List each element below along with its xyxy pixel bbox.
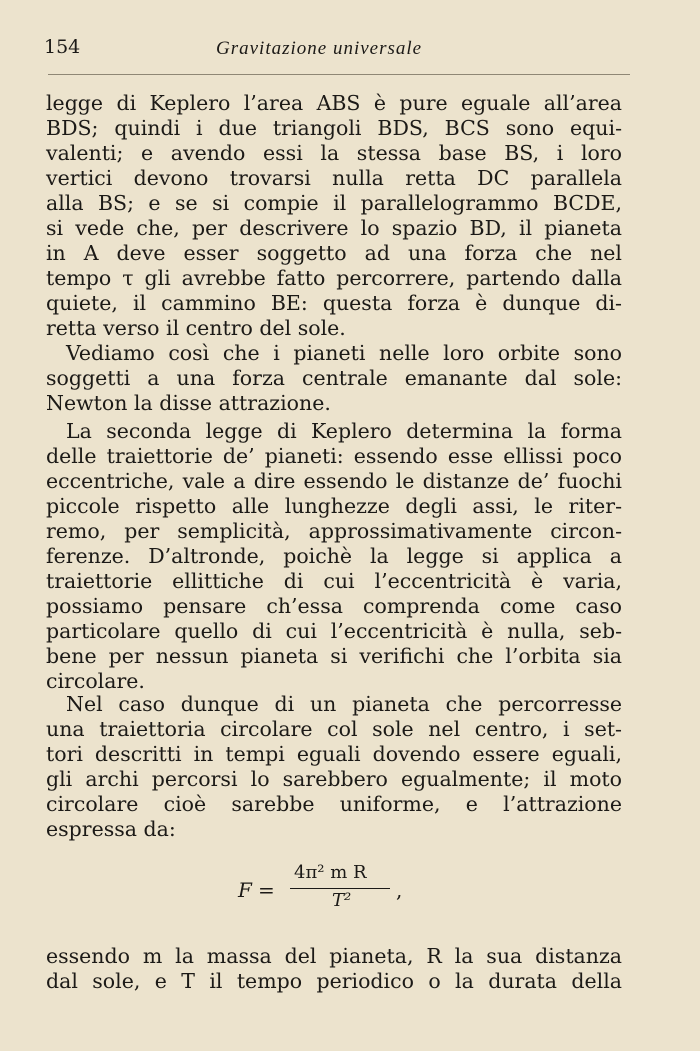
text-line: piccole rispetto alle lunghezze degli assi, le riter- [46, 494, 622, 518]
text-line: valenti; e avendo essi la stessa base BS, i loro [46, 141, 622, 165]
text-line: espressa da: [46, 817, 176, 841]
text-line: tempo τ gli avrebbe fatto percorrere, partendo dalla [46, 266, 622, 290]
text-line: particolare quello di cui l’eccentricità è nulla, seb- [46, 619, 622, 643]
text-line: delle traiettorie de’ pianeti: essendo esse ellissi poco [46, 444, 622, 468]
text-line: dal sole, e T il tempo periodico o la durata della [46, 969, 622, 993]
text-line: retta verso il centro del sole. [46, 316, 346, 340]
gravitation-formula [238, 862, 418, 912]
header-rule [48, 74, 630, 75]
text-line: quiete, il cammino BE: questa forza è dunque di- [46, 291, 622, 315]
running-title: Gravitazione universale [216, 38, 423, 59]
formula-denominator: T² [332, 890, 352, 911]
text-line: in A deve esser soggetto ad una forza che nel [46, 241, 622, 265]
text-line: Vediamo così che i pianeti nelle loro orbite sono [66, 341, 622, 365]
text-line: bene per nessun pianeta si verifichi che l’orbita sia [46, 644, 622, 668]
text-line: essendo m la massa del pianeta, R la sua distanza [46, 944, 622, 968]
page-header [44, 36, 632, 66]
text-line: alla BS; e se si compie il parallelogrammo BCDE, [46, 191, 622, 215]
text-line: circolare cioè sarebbe uniforme, e l’attrazione [46, 792, 622, 816]
text-line: Newton la disse attrazione. [46, 391, 331, 415]
text-line: ferenze. D’altronde, poichè la legge si applica a [46, 544, 622, 568]
text-line: vertici devono trovarsi nulla retta DC parallela [46, 166, 622, 190]
text-line: Nel caso dunque di un pianeta che percorresse [66, 692, 622, 716]
text-line: traiettorie ellittiche di cui l’eccentricità è varia, [46, 569, 622, 593]
text-line: eccentriche, vale a dire essendo le distanze de’ fuochi [46, 469, 622, 493]
text-line: La seconda legge di Keplero determina la forma [66, 419, 622, 443]
fraction-bar [290, 888, 390, 889]
formula-numerator: 4π² m R [294, 862, 367, 883]
text-line: tori descritti in tempi eguali dovendo essere eguali, [46, 742, 622, 766]
formula-equals: = [258, 878, 275, 902]
text-line: circolare. [46, 669, 145, 693]
formula-trailing: , [396, 878, 403, 902]
text-line: si vede che, per descrivere lo spazio BD, il pianeta [46, 216, 622, 240]
page-number: 154 [44, 36, 81, 58]
text-line: una traiettoria circolare col sole nel centro, i set- [46, 717, 622, 741]
formula-lhs: F [238, 878, 252, 902]
text-line: legge di Keplero l’area ABS è pure eguale all’area [46, 91, 622, 115]
text-line: gli archi percorsi lo sarebbero egualmente; il moto [46, 767, 622, 791]
text-line: possiamo pensare ch’essa comprenda come caso [46, 594, 622, 618]
text-line: BDS; quindi i due triangoli BDS, BCS sono equi- [46, 116, 622, 140]
text-line: remo, per semplicità, approssimativamente circon- [46, 519, 622, 543]
text-line: soggetti a una forza centrale emanante dal sole: [46, 366, 622, 390]
